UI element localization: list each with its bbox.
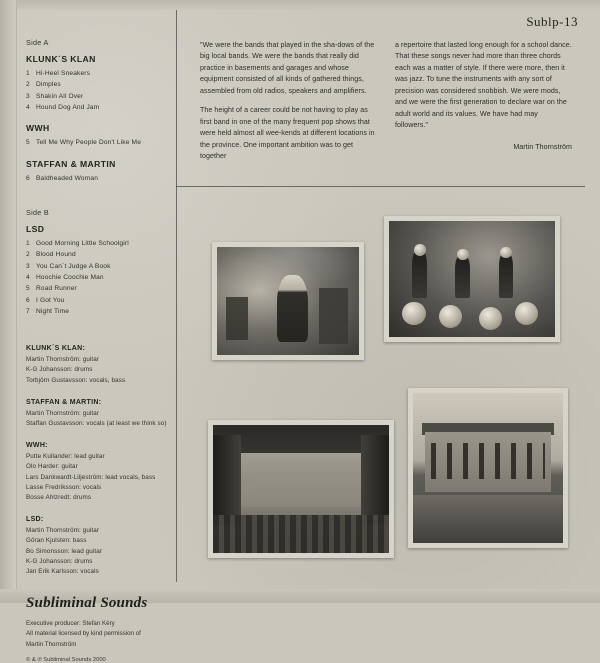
track-title: I Got You bbox=[36, 296, 65, 304]
track-row bbox=[26, 295, 168, 306]
tracklist-group-lsd bbox=[26, 224, 168, 317]
track-title: Good Morning Little Schoolgirl bbox=[36, 239, 129, 247]
record-label-logo: Subliminal Sounds bbox=[26, 595, 148, 612]
track-number: 1 bbox=[26, 239, 30, 247]
band-member-head bbox=[500, 247, 512, 259]
foreground-ground bbox=[413, 495, 563, 543]
track-row bbox=[26, 238, 168, 249]
tracklist-column bbox=[26, 38, 168, 663]
track-number: 2 bbox=[26, 251, 30, 259]
track-row bbox=[26, 68, 168, 79]
artist-name: KLUNK´S KLAN bbox=[26, 54, 96, 64]
credits-heading: LSD: bbox=[26, 516, 44, 524]
tracklist-group-wwh bbox=[26, 123, 168, 148]
credits-wwh bbox=[26, 442, 168, 503]
track-number: 6 bbox=[26, 174, 30, 182]
credit-line: Torbjörn Gustavsson: vocals, bass bbox=[26, 376, 126, 384]
track-title: Baldheaded Woman bbox=[36, 174, 99, 182]
credits-heading: WWH: bbox=[26, 442, 48, 450]
catalogue-number: Sublp-13 bbox=[526, 14, 578, 29]
credit-line: Lasse Fredriksson: vocals bbox=[26, 483, 102, 491]
liner-notes-signature: Martin Thornström bbox=[513, 142, 572, 151]
photo-building-exterior bbox=[408, 388, 568, 548]
credit-line: Martin Thornström: guitar bbox=[26, 409, 100, 417]
photo-band-with-audience bbox=[384, 216, 560, 342]
credit-line: K-G Johansson: drums bbox=[26, 557, 93, 565]
track-number: 7 bbox=[26, 307, 30, 315]
track-title: Dimples bbox=[36, 81, 61, 89]
track-number: 2 bbox=[26, 81, 30, 89]
audience-crowd bbox=[213, 515, 389, 553]
track-number: 6 bbox=[26, 296, 30, 304]
liner-notes-paragraph: a repertoire that lasted long enough for a school dance. That these songs never had more than three chords each was a matter of style. If there were more, then it was jazz. To tune the instruments with any sort of precision was considered snobbish. We were mods, and we were the first generation to declare war on the adult world and its values. We have had may followers." bbox=[395, 41, 572, 130]
credit-line: Bosse Ahlzredt: drums bbox=[26, 493, 92, 501]
label-footer bbox=[26, 619, 168, 650]
liner-notes bbox=[200, 40, 572, 171]
photo-collage bbox=[186, 196, 582, 582]
track-title: You Can´t Judge A Book bbox=[36, 262, 111, 270]
track-row bbox=[26, 137, 168, 148]
track-number: 5 bbox=[26, 285, 30, 293]
photo-image bbox=[413, 393, 563, 543]
track-title: Hoochie Coochie Man bbox=[36, 273, 104, 281]
track-row bbox=[26, 261, 168, 272]
liner-notes-paragraph: "We were the bands that played in the sha-dows of the big local bands. We were the bands that really did practice in basements and garages and whose equipment consisted of all kinds of gathered things, assembled from old radios, speakers and amplifiers. bbox=[200, 41, 375, 95]
photo-singer-on-stage bbox=[212, 242, 364, 360]
credits-klunks-klan bbox=[26, 345, 168, 386]
band-member-head bbox=[414, 244, 426, 256]
horizontal-rule bbox=[176, 186, 585, 187]
credits-staffan-martin bbox=[26, 399, 168, 429]
side-a-label: Side A bbox=[26, 38, 49, 47]
photo-band-on-theatre-stage bbox=[208, 420, 394, 558]
tracklist-group-klunks-klan bbox=[26, 54, 168, 113]
band-member-head bbox=[457, 249, 469, 261]
track-title: Hi-Heel Sneakers bbox=[36, 70, 91, 77]
band-member-figure bbox=[455, 256, 470, 298]
credit-line: Martin Thornström: guitar bbox=[26, 356, 100, 364]
credit-line: Jan Erik Karlsson: vocals bbox=[26, 567, 99, 575]
audience-head bbox=[515, 302, 538, 325]
credits-lsd bbox=[26, 516, 168, 577]
track-title: Shakin All Over bbox=[36, 92, 84, 100]
credit-line: Putte Kullander: lead guitar bbox=[26, 453, 105, 461]
track-row bbox=[26, 79, 168, 90]
amplifier-right bbox=[319, 288, 347, 344]
credits-heading: KLUNK´S KLAN: bbox=[26, 345, 86, 353]
sleeve-edge-left bbox=[0, 0, 17, 603]
singer-figure bbox=[277, 275, 308, 342]
track-row bbox=[26, 102, 168, 113]
track-title: Blood Hound bbox=[36, 251, 76, 259]
track-row bbox=[26, 249, 168, 260]
building-windows bbox=[431, 443, 545, 479]
liner-notes-column-left bbox=[200, 40, 377, 171]
track-title: Tell Me Why People Don't Like Me bbox=[36, 139, 142, 147]
track-number: 3 bbox=[26, 92, 30, 100]
credit-line: Martin Thornström: guitar bbox=[26, 527, 100, 535]
band-member-figure bbox=[412, 251, 427, 297]
credit-line: Lars Dankwardt-Liljeström: lead vocals, bass bbox=[26, 473, 156, 481]
track-row bbox=[26, 91, 168, 102]
artist-name: STAFFAN & MARTIN bbox=[26, 158, 116, 169]
credit-line: Göran Kjulsten: bass bbox=[26, 537, 87, 545]
side-b-label: Side B bbox=[26, 207, 49, 217]
liner-notes-paragraph: The height of a career could be not having to play as first band in one of the many frequent pop shows that were held almost all wee-kends at different locations in the province. One important ambition was to get together bbox=[200, 106, 375, 161]
sleeve-edge-top bbox=[0, 0, 600, 10]
curtain-left bbox=[213, 435, 241, 525]
artist-name: LSD bbox=[26, 223, 45, 234]
credit-line: Olo Harder: guitar bbox=[26, 463, 78, 471]
audience-head bbox=[439, 305, 462, 328]
liner-notes-column-right bbox=[395, 40, 572, 171]
label-footer-line: All material licensed by kind permission of bbox=[26, 630, 141, 638]
track-row bbox=[26, 173, 168, 184]
track-title: Road Runner bbox=[36, 285, 77, 293]
credit-line: K-G Johansson: drums bbox=[26, 366, 93, 374]
label-footer-line: Martin Thornström bbox=[26, 640, 77, 648]
photo-image bbox=[217, 247, 359, 355]
artist-name: WWH bbox=[26, 123, 50, 134]
credits-heading: STAFFAN & MARTIN: bbox=[26, 398, 102, 406]
track-number: 4 bbox=[26, 273, 30, 281]
track-number: 1 bbox=[26, 70, 30, 77]
credit-line: Staffan Gustavsson: vocals (at least we think so) bbox=[26, 420, 167, 428]
track-number: 3 bbox=[26, 262, 30, 270]
credit-line: Bo Simonsson: lead guitar bbox=[26, 547, 103, 555]
tracklist-group-staffan-martin bbox=[26, 159, 168, 184]
track-number: 5 bbox=[26, 139, 30, 147]
track-row bbox=[26, 306, 168, 317]
photo-image bbox=[213, 425, 389, 553]
track-title: Hound Dog And Jam bbox=[36, 103, 100, 111]
track-number: 4 bbox=[26, 103, 30, 111]
audience-head bbox=[402, 302, 425, 325]
label-footer-line: Executive producer: Stefan Kéry bbox=[26, 620, 115, 628]
track-row bbox=[26, 272, 168, 283]
band-member-figure bbox=[499, 253, 514, 297]
copyright-line: © & ℗ Subliminal Sounds 2000 bbox=[26, 656, 106, 663]
photo-image bbox=[389, 221, 555, 337]
curtain-right bbox=[361, 435, 389, 525]
audience-head bbox=[479, 307, 502, 330]
track-title: Night Time bbox=[36, 307, 70, 315]
stage-backdrop bbox=[238, 453, 365, 507]
amplifier-left bbox=[226, 297, 249, 340]
track-row bbox=[26, 283, 168, 294]
vertical-rule bbox=[176, 10, 177, 582]
